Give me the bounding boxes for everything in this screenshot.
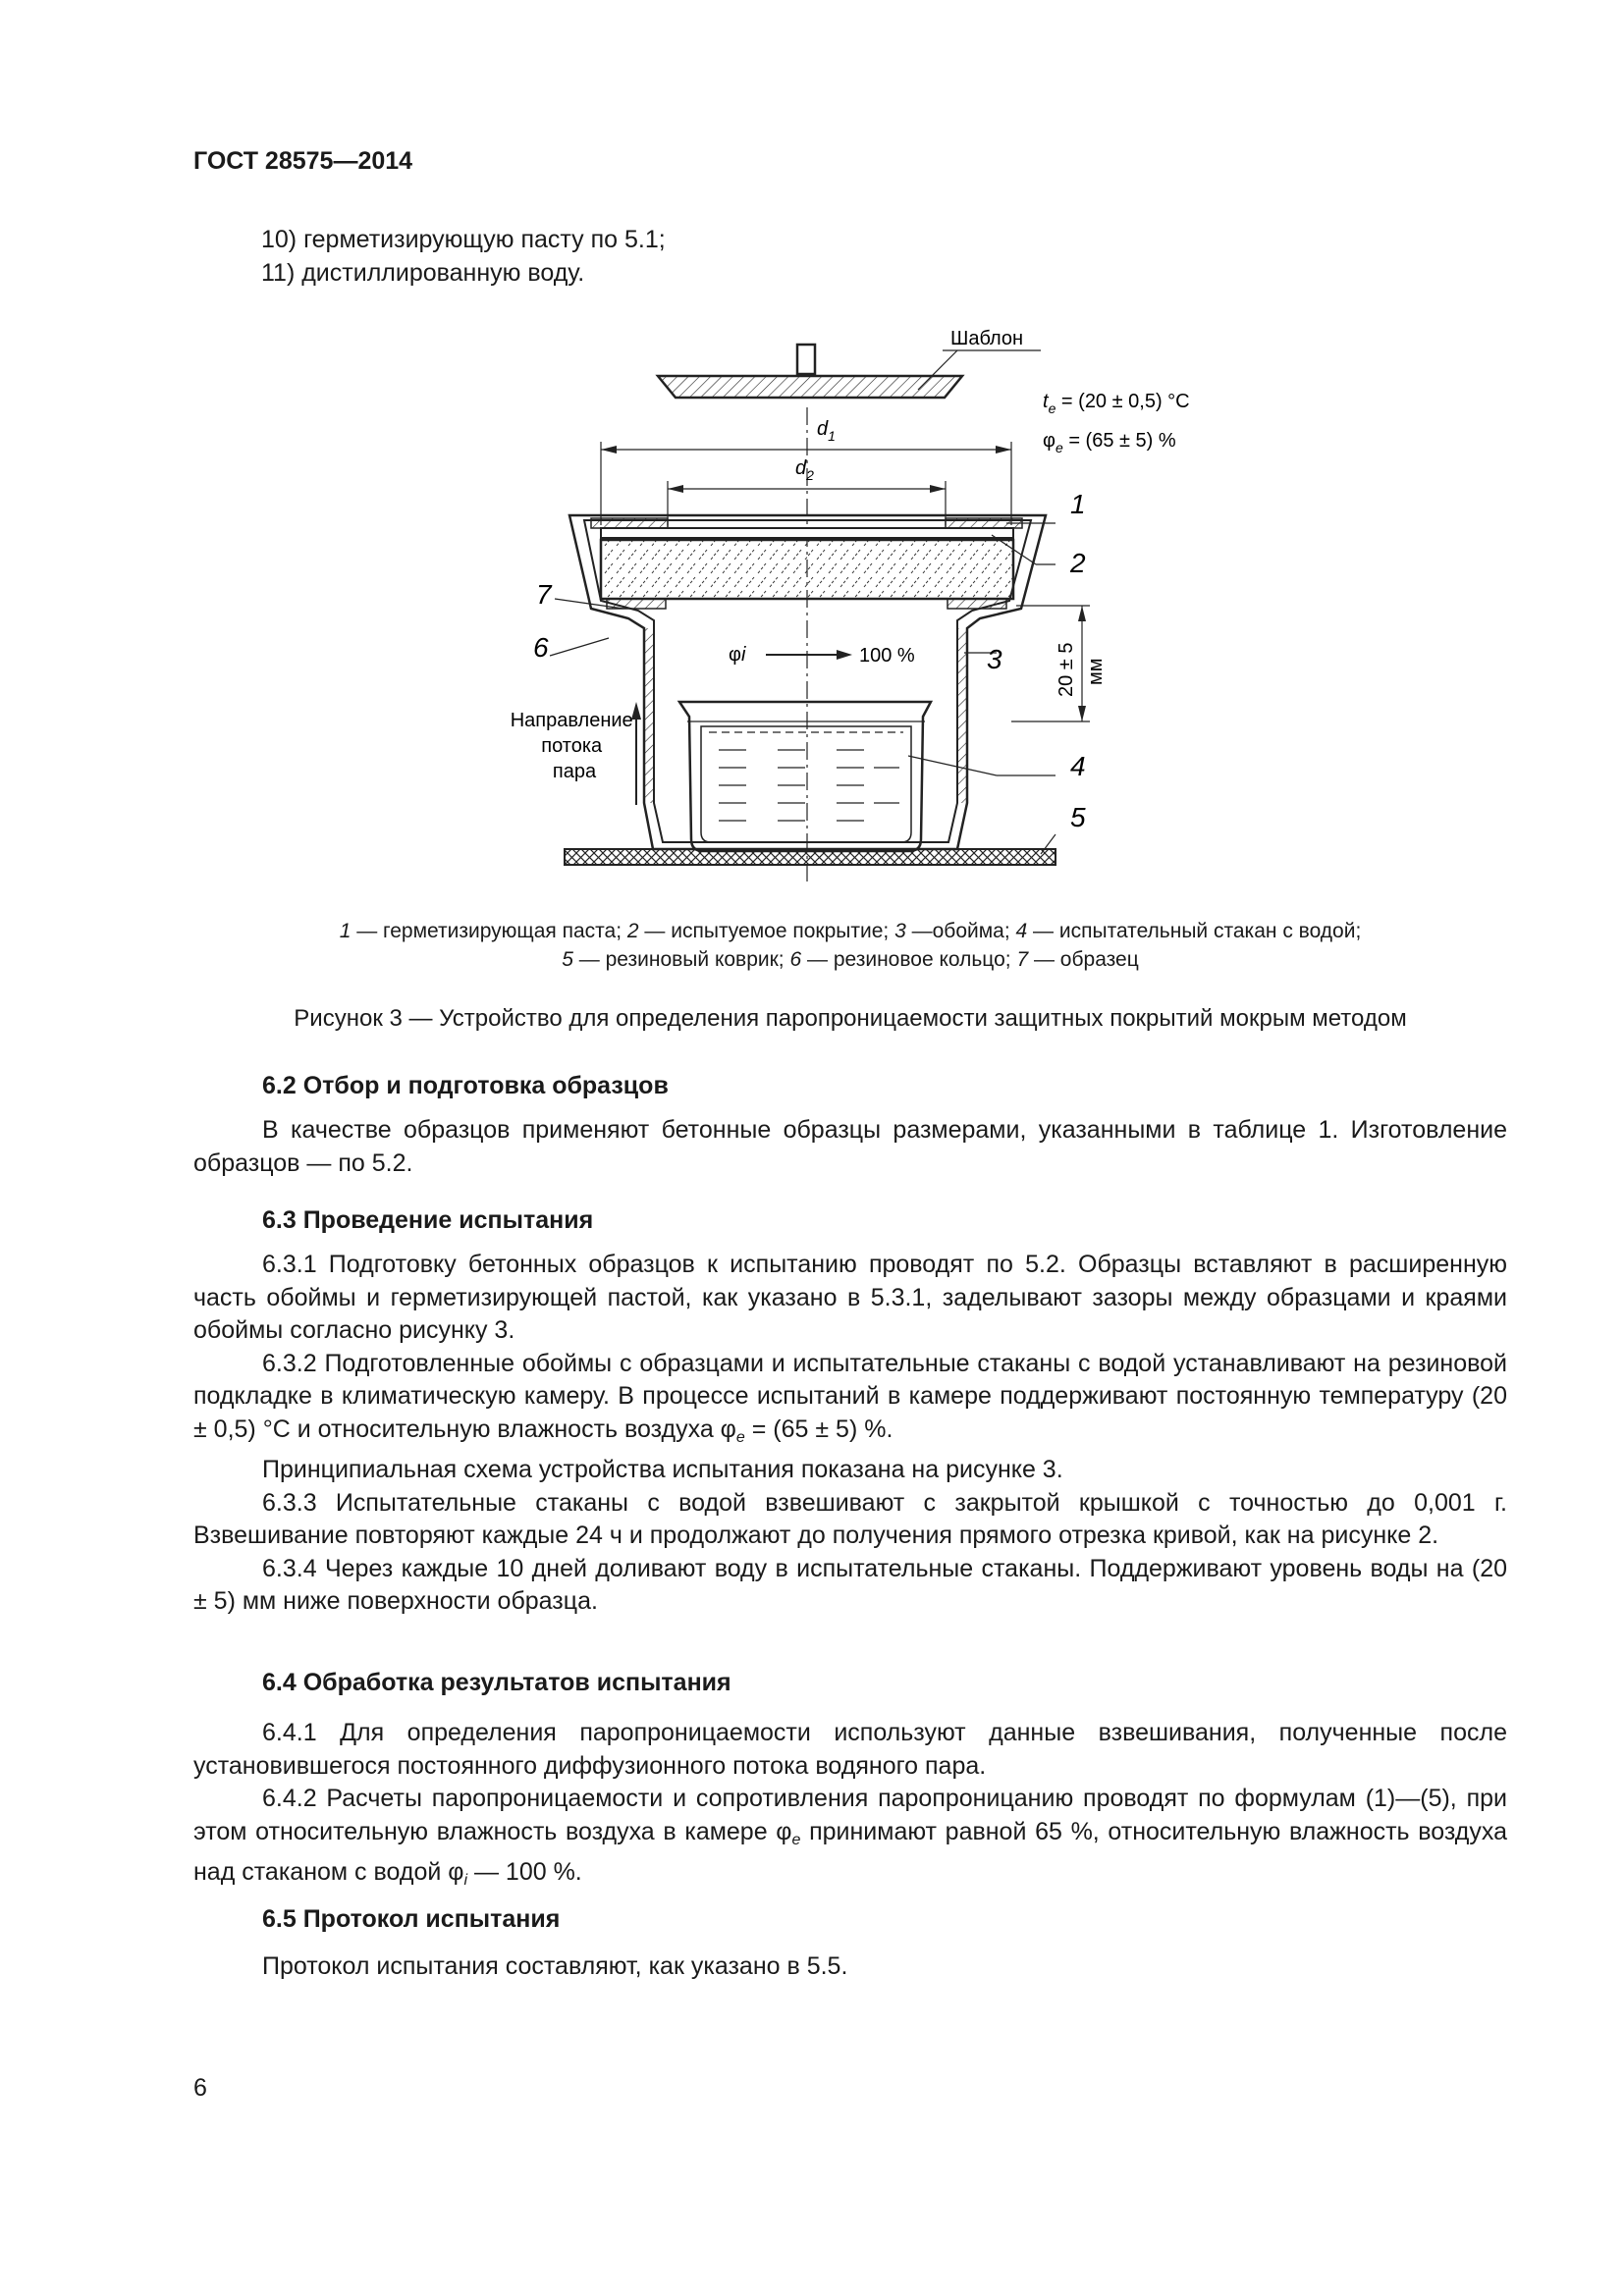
legend-text: — испытуемое покрытие; (638, 920, 895, 942)
legend-line (193, 917, 1507, 945)
figure-caption: Рисунок 3 — Устройство для определения паропроницаемости защитных покрытий мокрым методом (294, 1005, 1407, 1032)
section-6-5-body (193, 1950, 1507, 1984)
list-item: 11) дистиллированную воду. (261, 258, 585, 287)
section-6-5-title: 6.5 Протокол испытания (262, 1905, 561, 1933)
svg-text:100 %: 100 % (859, 645, 915, 667)
section-6-2-body (193, 1114, 1507, 1180)
label-1: 1 (1070, 489, 1086, 519)
section-6-3-body (193, 1249, 1507, 1619)
paragraph: 6.4.2 Расчеты паропроницаемости и сопротивления паропроницанию проводят по формулам (1)—(5), при этом относительную влажность воздуха в камере $\varphi_e$ принимают равной 65 %, относительную влажность воздуха над стаканом с водой $\varphi_i$ — 100 %. (193, 1785, 1507, 1889)
svg-text:20 ± 5: 20 ± 5 (1056, 642, 1077, 697)
materials-list (261, 224, 1575, 290)
legend-number: 1 (339, 920, 352, 942)
legend-number: 3 (894, 920, 906, 942)
legend-number: 6 (789, 948, 802, 971)
legend-number: 2 (626, 920, 639, 942)
legend-text: — герметизирующая паста; (351, 920, 627, 942)
flow-label: Направление потока пара (510, 710, 633, 782)
paragraph: 6.3.1 Подготовку бетонных образцов к испытанию проводят по 5.2. Образцы вставляют в расширенную часть обоймы и герметизирующей пастой, как указано в 5.3.1, заделывают зазоры между образцами и краями обоймы согласно рисунку 3. (193, 1251, 1507, 1344)
svg-text:d1: $d_1$ (817, 418, 836, 444)
paragraph: Протокол испытания составляют, как указано в 5.5. (262, 1952, 848, 1980)
legend-text: — испытательный стакан с водой; (1027, 920, 1362, 942)
level-dimension (1011, 606, 1107, 721)
svg-text:мм: мм (1085, 658, 1107, 685)
te-label: $t_e = (20 \pm 0,5)$ °C (1043, 391, 1190, 416)
legend-text: — резиновое кольцо; (801, 948, 1017, 971)
svg-text:φi: φi (729, 644, 746, 666)
label-6: 6 (533, 632, 549, 663)
label-7: 7 (536, 579, 552, 610)
legend-number: 5 (562, 948, 573, 971)
paragraph: 6.3.2 Подготовленные обоймы с образцами и испытательные стаканы с водой устанавливают на резиновой подкладке в климатическую камеру. В процессе испытаний в камере поддерживают постоянную температуру (20 ± 0,5) °С и относительную влажность воздуха $\varphi_e = (65 \pm 5)$ %. (193, 1349, 1507, 1446)
rubber-mat-5 (565, 849, 1056, 865)
legend-number: 4 (1015, 920, 1028, 942)
template-label: Шаблон (950, 328, 1024, 349)
label-4: 4 (1070, 751, 1086, 781)
label-5: 5 (1070, 802, 1086, 832)
legend-text: —обойма; (905, 920, 1016, 942)
paragraph: 6.3.4 Через каждые 10 дней доливают воду в испытательные стаканы. Поддерживают уровень воды на (20 ± 5) мм ниже поверхности образца. (193, 1554, 1507, 1615)
paragraph: 6.3.3 Испытательные стаканы с водой взвешивают с закрытой крышкой с точностью до 0,001 г. Взвешивание повторяют каждые 24 ч и продолжают до получения прямого отрезка кривой, как на рисунке 2. (193, 1488, 1507, 1549)
legend-line (193, 945, 1507, 974)
label-2: 2 (1070, 548, 1086, 578)
list-item: 10) герметизирующую пасту по 5.1; (261, 226, 666, 253)
section-6-2-title: 6.2 Отбор и подготовка образцов (262, 1072, 669, 1099)
legend-text: — резиновый коврик; (572, 948, 790, 971)
figure-legend (193, 917, 1507, 974)
section-6-4-title: 6.4 Обработка результатов испытания (262, 1669, 731, 1696)
figure-3-diagram (461, 314, 1190, 898)
legend-text: — образец (1028, 948, 1139, 971)
template-part (658, 328, 1041, 398)
legend-number: 7 (1016, 948, 1029, 971)
document-header: ГОСТ 28575—2014 (193, 147, 413, 175)
paragraph: Принципиальная схема устройства испытания показана на рисунке 3. (262, 1456, 1063, 1483)
paragraph: В качестве образцов применяют бетонные образцы размерами, указанными в таблице 1. Изготовление образцов — по 5.2. (193, 1116, 1507, 1177)
section-6-3-title: 6.3 Проведение испытания (262, 1206, 594, 1234)
label-3: 3 (987, 644, 1002, 674)
beaker-4 (679, 702, 931, 851)
sample-7 (601, 540, 1013, 599)
phie-label: $\varphi_e = (65 \pm 5)$ % (1043, 430, 1176, 455)
svg-text:d2: $d_2$ (795, 457, 814, 483)
paragraph: 6.4.1 Для определения паропроницаемости используют данные взвешивания, полученные после установившегося постоянного диффузионного потока водяного пара. (193, 1719, 1507, 1780)
section-6-4-body (193, 1717, 1507, 1897)
page-number: 6 (193, 2074, 207, 2102)
